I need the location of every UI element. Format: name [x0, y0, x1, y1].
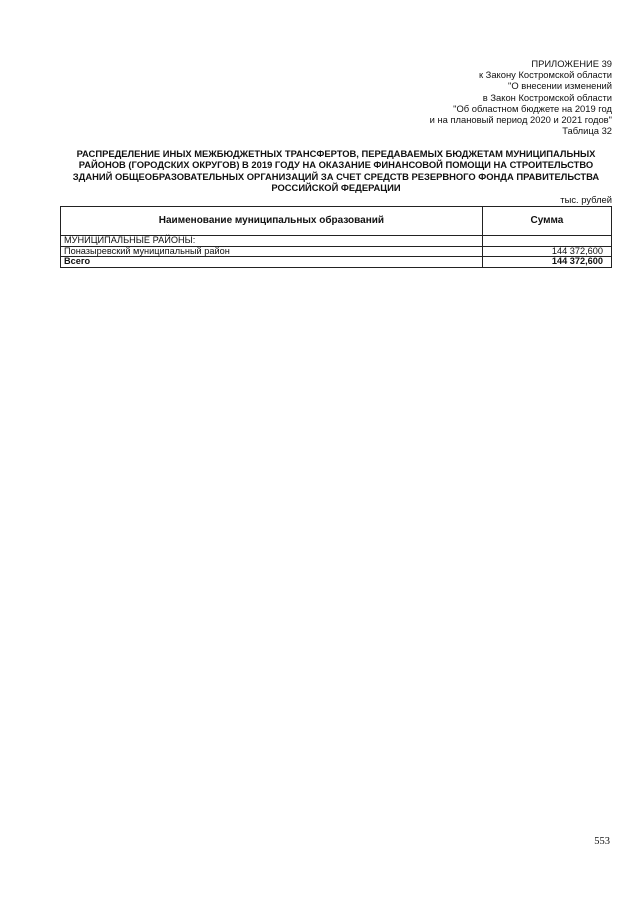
table-row: [61, 246, 612, 257]
total-label: Всего: [61, 257, 483, 268]
distribution-table: [60, 206, 612, 268]
appendix-line: "Об областном бюджете на 2019 год: [453, 102, 612, 114]
document-title: [56, 148, 616, 194]
title-line: РАСПРЕДЕЛЕНИЕ ИНЫХ МЕЖБЮДЖЕТНЫХ ТРАНСФЕРТОВ, ПЕРЕДАВАЕМЫХ БЮДЖЕТАМ МУНИЦИПАЛЬНЫХ: [76, 148, 596, 159]
table-number: Таблица 32: [562, 125, 612, 137]
header-name: Наименование муниципальных образований: [61, 207, 483, 236]
row-amount: 144 372,600: [482, 246, 611, 257]
header-amount: Сумма: [482, 207, 611, 236]
appendix-line: к Закону Костромской области: [478, 69, 612, 81]
appendix-header: [252, 58, 612, 136]
row-amount: [482, 236, 611, 247]
title-line: ЗДАНИЙ ОБЩЕОБРАЗОВАТЕЛЬНЫХ ОРГАНИЗАЦИЙ ЗА СЧЕТ СРЕДСТВ РЕЗЕРВНОГО ФОНДА ПРАВИТЕЛЬСТВА: [72, 170, 600, 182]
appendix-line: "О внесении изменений: [508, 80, 612, 92]
total-amount: 144 372,600: [482, 257, 611, 268]
appendix-line: ПРИЛОЖЕНИЕ 39: [531, 58, 612, 69]
appendix-line: и на плановый период 2020 и 2021 годов": [429, 114, 612, 126]
table-row: [61, 236, 612, 247]
units-label: тыс. рублей: [560, 194, 612, 205]
appendix-line: в Закон Костромской области: [482, 91, 612, 103]
title-line: РОССИЙСКОЙ ФЕДЕРАЦИИ: [271, 182, 401, 194]
table-total-row: [61, 257, 612, 268]
table-header-row: [61, 207, 612, 236]
page-number: 553: [594, 836, 610, 847]
row-name: МУНИЦИПАЛЬНЫЕ РАЙОНЫ:: [61, 236, 483, 247]
row-name: Поназыревский муниципальный район: [61, 246, 483, 257]
title-line: РАЙОНОВ (ГОРОДСКИХ ОКРУГОВ) В 2019 ГОДУ НА ОКАЗАНИЕ ФИНАНСОВОЙ ПОМОЩИ НА СТРОИТЕЛЬСТВО: [78, 159, 594, 171]
